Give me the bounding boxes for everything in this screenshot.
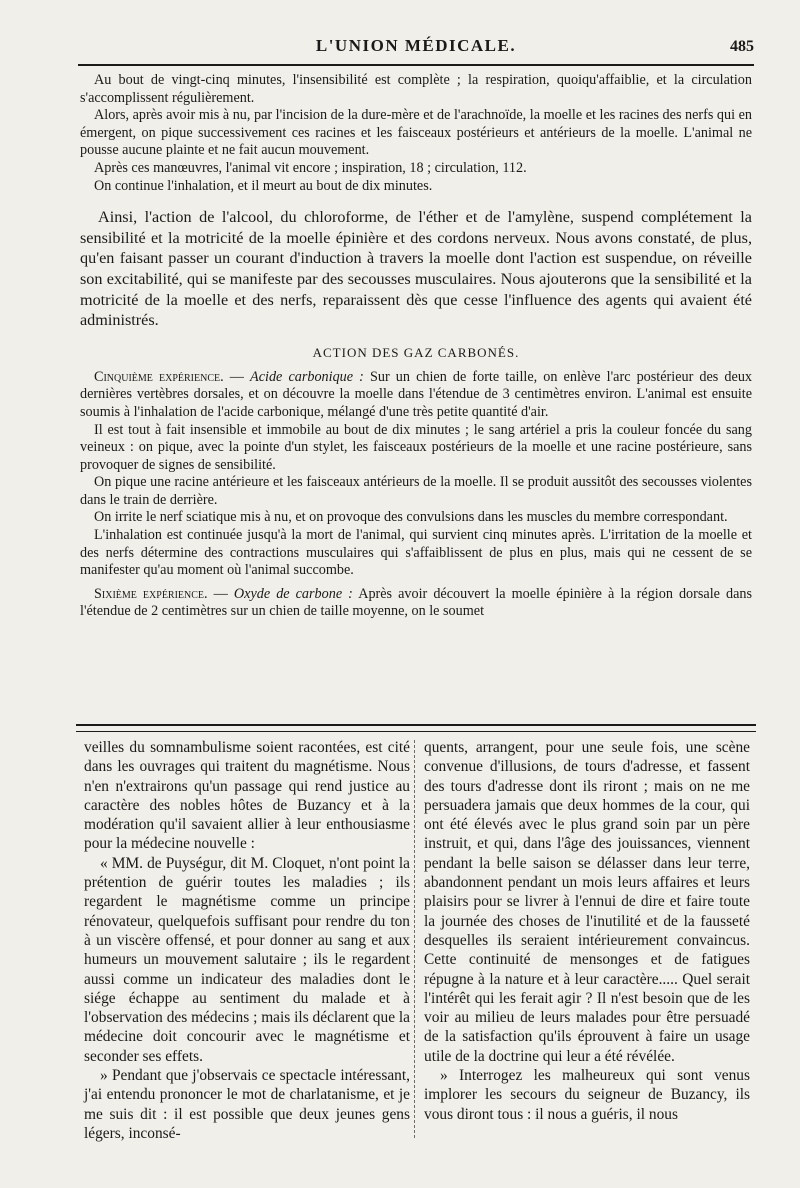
feuilleton-left-column xyxy=(84,738,410,1143)
experiment-dash: — xyxy=(223,368,251,385)
section-heading: ACTION DES GAZ CARBONÉS. xyxy=(312,344,520,360)
journal-title: L'UNION MÉDICALE. xyxy=(315,36,517,55)
experiment-name: Acide carbonique : xyxy=(250,368,364,385)
column-divider xyxy=(414,740,415,1138)
conclusion-paragraph: Ainsi, l'action de l'alcool, du chloroforme, de l'éther et de l'amylène, suspend complétement la sensibilité et la motricité de la moelle épinière et des cordons nerveux. Nous avons constaté, de plus, qu'en faisant passer un courant d'induction à travers la moelle dont l'action est suspendue, on réveille son excitabilité, qui se manifeste par des secousses musculaires. Nous ajouterons que la sensibilité et la motricité de la moelle et des nerfs, reparaissent dès que cesse l'influence des agents qui avaient été administrés. xyxy=(80,208,752,330)
article-paragraph: Il est tout à fait insensible et immobile au bout de dix minutes ; le sang artériel a pris la couleur foncée du sang veineux : on pique, avec la pointe d'un stylet, les faisceaux postérieurs de la moelle et une racine postérieure, sans provoquer de signes de sensibilité. xyxy=(80,421,752,473)
article-paragraph: Au bout de vingt-cinq minutes, l'insensibilité est complète ; la respiration, quoiqu'affaiblie, et la circulation s'accomplissent régulièrement. xyxy=(80,72,752,106)
article-paragraph: Après ces manœuvres, l'animal vit encore ; inspiration, 18 ; circulation, 112. xyxy=(94,159,527,176)
feuilleton-paragraph: » Interrogez les malheureux qui sont venus implorer les secours du seigneur de Buzancy, ils vous diront tous : il nous a guéris, il nous xyxy=(424,1067,750,1123)
experiment-label: Sixième expérience. xyxy=(94,585,208,602)
article-paragraph: On irrite le nerf sciatique mis à nu, et on provoque des convulsions dans les muscles du membre correspondant. xyxy=(94,509,728,526)
feuilleton-paragraph: veilles du somnambulisme soient racontées, est cité dans les ouvrages qui traitent du magnétisme. Nous n'en n'extrairons qu'un passage qui rend justice au caractère des nobles hôtes de Buzancy et à la modération qu'il savaient allier à leur enthousiasme pour la médecine nouvelle : xyxy=(84,739,410,853)
experiment-dash: — xyxy=(207,585,234,602)
main-article xyxy=(80,72,752,621)
experiment-six-paragraph xyxy=(80,586,752,621)
article-paragraph: On pique une racine antérieure et les faisceaux antérieurs de la moelle. Il se produit aussitôt des secousses violentes dans le train de derrière. xyxy=(80,474,752,508)
page-number: 485 xyxy=(730,38,754,55)
feuilleton-paragraph: « MM. de Puységur, dit M. Cloquet, n'ont point la prétention de guérir toutes les maladies ; ils regardent le magnétisme comme un principe rénovateur, quelquefois suffisant pour rendre du ton à un viscère offensé, et pour donner au sang et aux humeurs un mouvement salutaire ; ils le regardent aussi comme un indicateur des maladies dont le siége échappe au sentiment du malade et à l'observation des médecins ; mais ils déclarent que la médecine doit concourir avec le magnétisme et seconder ses effets. xyxy=(84,854,410,1065)
header-rule xyxy=(78,64,754,66)
article-paragraph: L'inhalation est continuée jusqu'à la mort de l'animal, qui survient cinq minutes après. L'irritation de la moelle et des nerfs détermine des contractions musculaires qui s'affaiblissent de plus en plus, mais qui ne cessent de se manifester qu'au moment où l'animal succombe. xyxy=(80,527,752,579)
article-paragraph: On continue l'inhalation, et il meurt au bout de dix minutes. xyxy=(94,177,433,194)
experiment-five-paragraph xyxy=(80,369,752,422)
feuilleton-separator xyxy=(76,724,756,732)
feuilleton-paragraph: quents, arrangent, pour une seule fois, une scène convenue d'illusions, de tours d'adresse, et fassent des tours d'adresse dont ils riront ; mais on ne me persuadera jamais que deux hommes de la cour, qui ont été élevés avec le plus grand soin par un père instruit, et qui, dans l'âge des jouissances, viennent pendant la belle saison se délasser dans leur terre, abandonnent pendant un mois leurs affaires et leurs plaisirs pour se livrer à l'ennui de dire et faire toute la journée des choses de l'inutilité et de la fausseté desquelles ils seraient intérieurement convaincus. Cette continuité de mensonges et de fatigues répugne à la nature et à leur caractère..... Quel serait l'intérêt qui les ferait agir ? Il n'est besoin que de les voir au milieu de leurs malades pour être persuadé de la satisfaction qu'ils éprouvent à faire un usage utile de la doctrine qui leur a été révélée. xyxy=(424,739,750,1065)
experiment-text: Après avoir découvert la moelle épinière à la région dorsale dans l'étendue de 2 centimètres sur un chien de taille moyenne, on le soumet xyxy=(80,585,752,620)
experiment-name: Oxyde de carbone : xyxy=(233,585,353,602)
article-paragraph: Alors, après avoir mis à nu, par l'incision de la dure-mère et de l'arachnoïde, la moelle et les racines des nerfs qui en émergent, on pique successivement ces racines et les faisceaux postérieurs et antérieurs de la moelle. L'animal ne pousse aucune plainte et ne fait aucun mouvement. xyxy=(80,107,752,159)
experiment-label: Cinquième expérience. xyxy=(94,368,224,385)
feuilleton-right-column xyxy=(424,738,750,1124)
experiment-text: Sur un chien de forte taille, on enlève l'arc postérieur des deux dernières vertèbres dorsales, et on découvre la moelle dans l'étendue de 3 centimètres environ. L'animal est ensuite soumis à l'inhalation de l'acide carbonique, mélangé d'une très petite quantité d'air. xyxy=(80,368,753,420)
running-header xyxy=(78,36,754,60)
feuilleton-paragraph: » Pendant que j'observais ce spectacle intéressant, j'ai entendu prononcer le mot de charlatanisme, et je me suis dit : il est possible que deux jeunes gens légers, inconsé- xyxy=(84,1067,410,1142)
